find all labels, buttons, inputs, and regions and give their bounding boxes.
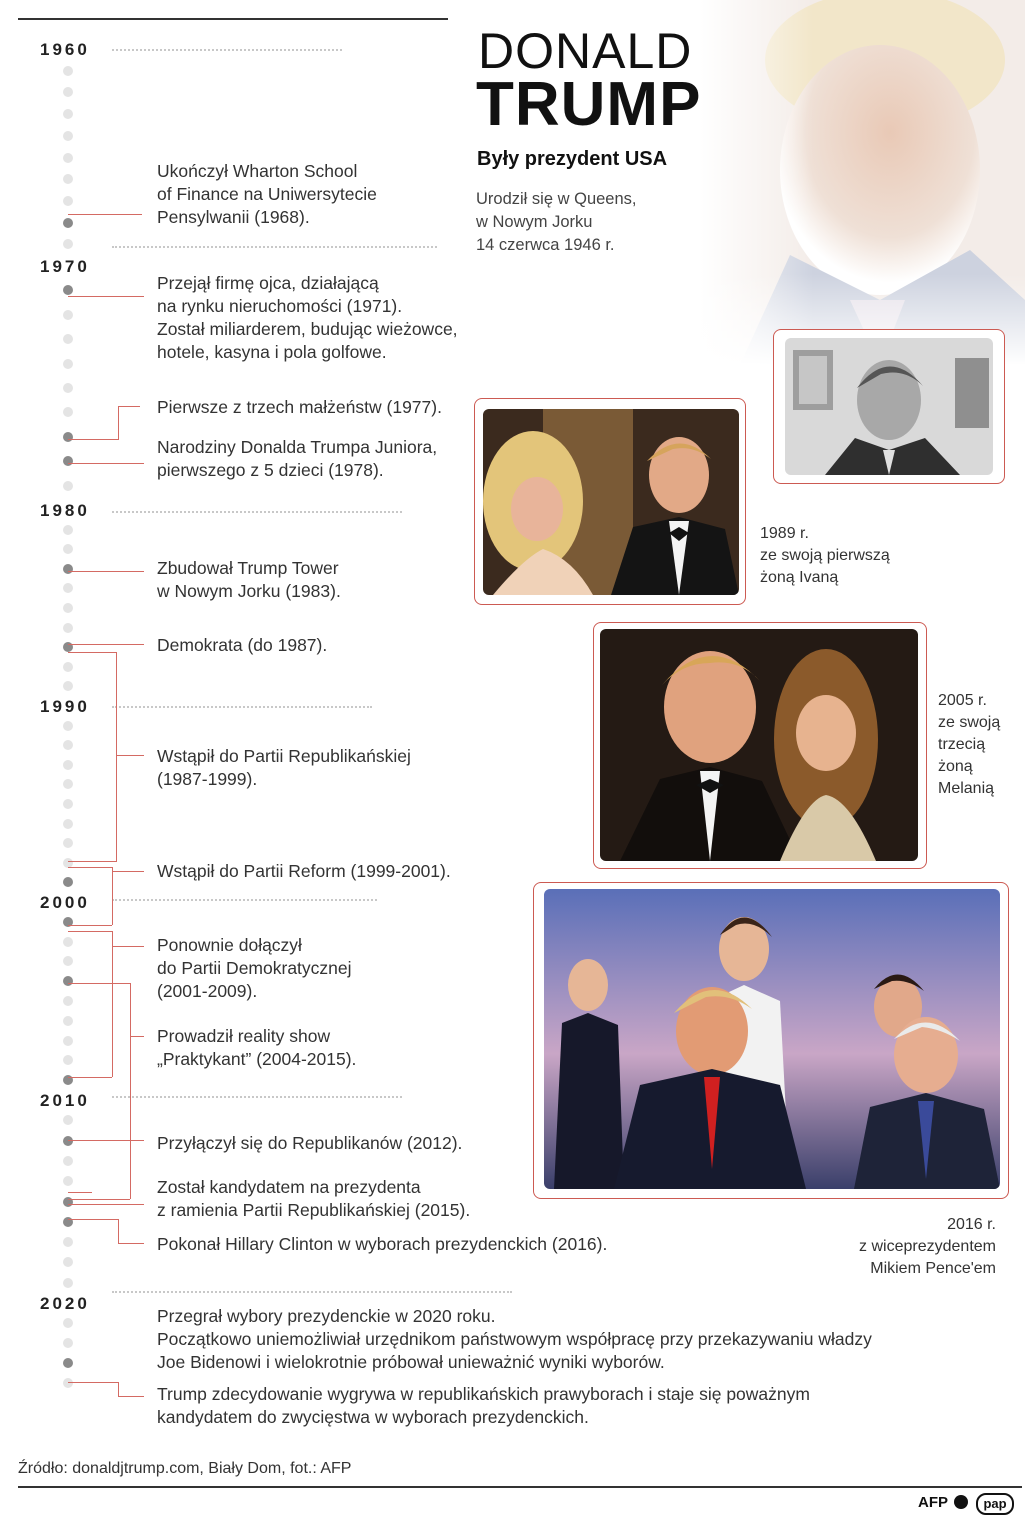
timeline-dot bbox=[63, 1378, 73, 1388]
timeline-dot bbox=[63, 1055, 73, 1065]
event-line: Ponownie dołączył bbox=[157, 935, 302, 955]
pap-logo bbox=[976, 1493, 1014, 1515]
birth-line: 14 czerwca 1946 r. bbox=[476, 236, 615, 254]
decade-label: 1960 bbox=[40, 40, 90, 59]
connector bbox=[68, 1204, 144, 1205]
timeline-dot bbox=[63, 153, 73, 163]
photo-frame-2016 bbox=[533, 882, 1009, 1199]
event-line: Przejął firmę ojca, działającą bbox=[157, 273, 379, 293]
connector bbox=[116, 652, 117, 862]
caption-line: trzecią bbox=[938, 736, 986, 753]
subtitle: Były prezydent USA bbox=[477, 148, 668, 170]
afp-logo-text: AFP bbox=[918, 1494, 948, 1511]
decade-label: 1970 bbox=[40, 257, 90, 276]
event-republican-party bbox=[157, 745, 411, 791]
event-line: Pierwsze z trzech małżeństw (1977). bbox=[157, 397, 442, 417]
timeline-dot bbox=[63, 1115, 73, 1125]
connector bbox=[118, 1243, 144, 1244]
caption-line: Melanią bbox=[938, 780, 995, 797]
connector bbox=[68, 644, 144, 645]
timeline-dot bbox=[63, 1156, 73, 1166]
event-democrat bbox=[157, 634, 327, 657]
timeline-dot bbox=[63, 196, 73, 206]
timeline-dot bbox=[63, 359, 73, 369]
timeline-dot bbox=[63, 877, 73, 887]
event-line: Narodziny Donalda Trumpa Juniora, bbox=[157, 437, 438, 457]
photo-1989-ivana bbox=[483, 409, 739, 595]
afp-logo-dot-icon bbox=[954, 1495, 968, 1509]
event-line: Pokonał Hillary Clinton w wyborach prezydenckich (2016). bbox=[157, 1234, 608, 1254]
connector bbox=[68, 925, 112, 926]
connector bbox=[68, 867, 112, 868]
timeline-dot bbox=[63, 456, 73, 466]
event-line: Przyłączył się do Republikanów (2012). bbox=[157, 1133, 463, 1153]
timeline-dot bbox=[63, 779, 73, 789]
connector bbox=[68, 1077, 112, 1078]
timeline-dot bbox=[63, 996, 73, 1006]
caption-line: Mikiem Pence'em bbox=[870, 1260, 996, 1277]
connector bbox=[68, 1382, 118, 1383]
event-line: Przegrał wybory prezydenckie w 2020 roku. bbox=[157, 1306, 496, 1326]
connector bbox=[68, 861, 116, 862]
timeline-dot bbox=[63, 131, 73, 141]
connector bbox=[68, 571, 144, 572]
photo-frame-young bbox=[773, 329, 1005, 484]
timeline-dot bbox=[63, 662, 73, 672]
timeline-dot bbox=[63, 623, 73, 633]
connector bbox=[116, 755, 144, 756]
hero-portrait bbox=[700, 0, 1025, 365]
event-line: Wstąpił do Partii Reform (1999-2001). bbox=[157, 861, 451, 881]
timeline-dot bbox=[63, 819, 73, 829]
birth-info bbox=[476, 188, 636, 257]
event-line: z ramienia Partii Republikańskiej (2015). bbox=[157, 1200, 471, 1220]
connector bbox=[112, 867, 113, 925]
timeline-dot bbox=[63, 1257, 73, 1267]
timeline-dot bbox=[63, 1016, 73, 1026]
timeline-dot bbox=[63, 583, 73, 593]
timeline-dot bbox=[63, 109, 73, 119]
event-reform-party bbox=[157, 860, 451, 883]
timeline-dot bbox=[63, 721, 73, 731]
caption-line: 1989 r. bbox=[760, 525, 809, 542]
connector bbox=[118, 406, 119, 440]
timeline-dot bbox=[63, 1176, 73, 1186]
birth-line: Urodził się w Queens, bbox=[476, 190, 637, 208]
bottom-rule bbox=[18, 1486, 1022, 1488]
timeline-dot bbox=[63, 525, 73, 535]
event-line: „Praktykant” (2004-2015). bbox=[157, 1049, 357, 1069]
event-republicans-2012 bbox=[157, 1132, 462, 1155]
caption-line: żoną Ivaną bbox=[760, 569, 839, 586]
connector bbox=[118, 406, 140, 407]
timeline-dot bbox=[63, 239, 73, 249]
connector bbox=[68, 1199, 130, 1200]
photo-young-trump bbox=[785, 338, 993, 475]
caption-line: 2016 r. bbox=[947, 1216, 996, 1233]
timeline-dot bbox=[63, 218, 73, 228]
connector bbox=[68, 439, 118, 440]
event-won-2016 bbox=[157, 1233, 607, 1256]
event-line: do Partii Demokratycznej bbox=[157, 958, 352, 978]
event-line: Demokrata (do 1987). bbox=[157, 635, 328, 655]
connector bbox=[130, 983, 131, 1199]
decade-divider bbox=[112, 511, 402, 513]
afp-logo bbox=[918, 1494, 968, 1511]
title-first-name: DONALD bbox=[478, 23, 693, 79]
caption-2005 bbox=[938, 690, 1000, 800]
timeline-dot bbox=[63, 1036, 73, 1046]
connector bbox=[68, 214, 142, 215]
decade-divider bbox=[112, 49, 342, 51]
timeline-dot bbox=[63, 407, 73, 417]
decade-label: 2010 bbox=[40, 1091, 90, 1110]
timeline-dot bbox=[63, 1278, 73, 1288]
event-reality-show bbox=[157, 1025, 356, 1071]
connector bbox=[68, 931, 112, 932]
timeline-dot bbox=[63, 956, 73, 966]
decade-divider bbox=[112, 706, 372, 708]
connector bbox=[68, 1140, 144, 1141]
connector bbox=[118, 1396, 144, 1397]
event-line: Początkowo uniemożliwiał urzędnikom państwowym współpracę przy przekazywaniu władzy bbox=[157, 1329, 872, 1349]
timeline-dot bbox=[63, 937, 73, 947]
event-trump-tower bbox=[157, 557, 341, 603]
timeline-dot bbox=[63, 976, 73, 986]
connector bbox=[68, 652, 116, 653]
timeline-dot bbox=[63, 760, 73, 770]
event-line: hotele, kasyna i pola golfowe. bbox=[157, 342, 387, 362]
timeline-dot bbox=[63, 1318, 73, 1328]
decade-divider bbox=[112, 1096, 402, 1098]
decade-divider bbox=[112, 246, 437, 248]
timeline-dot bbox=[63, 681, 73, 691]
timeline-dot bbox=[63, 1338, 73, 1348]
caption-line: ze swoją bbox=[938, 714, 1001, 731]
timeline-dot bbox=[63, 383, 73, 393]
event-line: Ukończył Wharton School bbox=[157, 161, 358, 181]
connector bbox=[112, 946, 144, 947]
event-line: pierwszego z 5 dzieci (1978). bbox=[157, 460, 384, 480]
decade-divider bbox=[112, 1291, 512, 1293]
event-line: Wstąpił do Partii Republikańskiej bbox=[157, 746, 411, 766]
timeline-dot bbox=[63, 334, 73, 344]
event-line: Został kandydatem na prezydenta bbox=[157, 1177, 421, 1197]
connector bbox=[112, 871, 144, 872]
photo-2005-melania bbox=[600, 629, 918, 861]
event-line: of Finance na Uniwersytecie bbox=[157, 184, 377, 204]
caption-2016 bbox=[830, 1214, 996, 1280]
timeline-dot bbox=[63, 564, 73, 574]
timeline-dot bbox=[63, 481, 73, 491]
caption-line: żoną bbox=[938, 758, 973, 775]
connector bbox=[68, 1192, 92, 1193]
caption-line: 2005 r. bbox=[938, 692, 987, 709]
event-candidate-2015 bbox=[157, 1176, 470, 1222]
event-line: na rynku nieruchomości (1971). bbox=[157, 296, 403, 316]
decade-divider bbox=[112, 899, 377, 901]
photo-frame-2005 bbox=[593, 622, 927, 869]
event-line: Zbudował Trump Tower bbox=[157, 558, 339, 578]
timeline-dot bbox=[63, 544, 73, 554]
event-wharton bbox=[157, 160, 377, 229]
photo-frame-1989 bbox=[474, 398, 746, 605]
title-last-name: TRUMP bbox=[476, 70, 702, 139]
event-line: w Nowym Jorku (1983). bbox=[157, 581, 341, 601]
decade-label: 2020 bbox=[40, 1294, 90, 1313]
top-rule bbox=[18, 18, 448, 20]
event-lost-2020 bbox=[157, 1305, 872, 1374]
pap-logo-text: pap bbox=[983, 1496, 1007, 1511]
event-family-firm bbox=[157, 272, 458, 364]
connector bbox=[130, 1036, 144, 1037]
event-line: (1987-1999). bbox=[157, 769, 258, 789]
timeline-dot bbox=[63, 432, 73, 442]
event-first-child bbox=[157, 436, 437, 482]
timeline-dot bbox=[63, 285, 73, 295]
event-line: Prowadził reality show bbox=[157, 1026, 331, 1046]
event-line: Pensylwanii (1968). bbox=[157, 207, 310, 227]
connector bbox=[68, 463, 144, 464]
timeline-dot bbox=[63, 838, 73, 848]
caption-line: ze swoją pierwszą bbox=[760, 547, 890, 564]
connector bbox=[118, 1219, 119, 1243]
source-note: Źródło: donaldjtrump.com, Biały Dom, fot.: AFP bbox=[18, 1460, 352, 1477]
event-democrats-again bbox=[157, 934, 352, 1003]
timeline-dot bbox=[63, 310, 73, 320]
timeline-dot bbox=[63, 1358, 73, 1368]
connector bbox=[112, 931, 113, 1077]
event-line: kandydatem do zwycięstwa w wyborach prezydenckich. bbox=[157, 1407, 589, 1427]
decade-label: 1990 bbox=[40, 697, 90, 716]
event-line: Został miliarderem, budując wieżowce, bbox=[157, 319, 458, 339]
timeline-dot bbox=[63, 87, 73, 97]
timeline-dot bbox=[63, 1197, 73, 1207]
decade-label: 1980 bbox=[40, 501, 90, 520]
birth-line: w Nowym Jorku bbox=[476, 213, 593, 231]
decade-label: 2000 bbox=[40, 893, 90, 912]
event-line: Joe Bidenowi i wielokrotnie próbował unieważnić wyniki wyborów. bbox=[157, 1352, 665, 1372]
timeline-dot bbox=[63, 603, 73, 613]
timeline-dot bbox=[63, 799, 73, 809]
timeline-dot bbox=[63, 66, 73, 76]
event-line: (2001-2009). bbox=[157, 981, 258, 1001]
caption-1989 bbox=[760, 523, 890, 589]
timeline-dot bbox=[63, 174, 73, 184]
timeline-dot bbox=[63, 740, 73, 750]
connector bbox=[68, 983, 130, 984]
photo-2016-convention bbox=[544, 889, 1000, 1189]
timeline-dot bbox=[63, 1237, 73, 1247]
connector bbox=[68, 1219, 118, 1220]
connector bbox=[118, 1382, 119, 1396]
event-primaries bbox=[157, 1383, 810, 1429]
event-first-marriage bbox=[157, 396, 442, 419]
event-line: Trump zdecydowanie wygrywa w republikańskich prawyborach i staje się poważnym bbox=[157, 1384, 810, 1404]
connector bbox=[68, 296, 144, 297]
caption-line: z wiceprezydentem bbox=[859, 1238, 996, 1255]
